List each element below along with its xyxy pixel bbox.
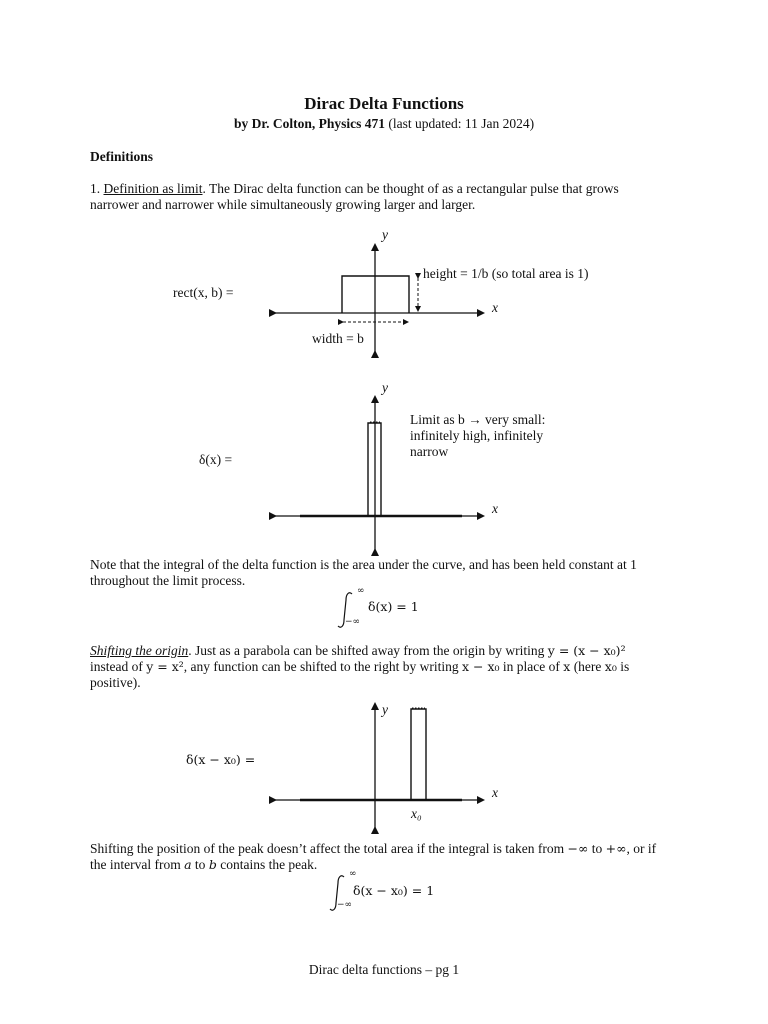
shift-math-e: x₀: [604, 659, 617, 674]
rect-x-label: x: [492, 300, 498, 315]
shift-text-a: . Just as a parabola can be shifted away from the origin by writing: [188, 643, 548, 658]
rect-label: rect(x, b) =: [173, 285, 234, 300]
document-title: Dirac Delta Functions: [304, 94, 464, 113]
delta-x-label: x: [492, 501, 498, 516]
author: by Dr. Colton, Physics 471: [233, 116, 385, 131]
rect-y-label: y: [382, 227, 388, 242]
eq1-upper-limit: ∞: [357, 586, 365, 596]
shift-heading: Shifting the origin: [90, 643, 189, 658]
integral-note: Note that the integral of the delta function is the area under the curve, and has been held constant at 1 throughout the limit process.: [90, 557, 637, 588]
shift-note-math-c: a: [184, 857, 192, 872]
eq2-lower-limit: −∞: [337, 900, 353, 910]
shift-x-label: x: [492, 785, 498, 800]
shift-note-text-c: , or if the interval from: [90, 841, 657, 872]
delta-spike: [368, 423, 381, 516]
def-heading: Definition as limit: [103, 181, 203, 196]
height-label: height = 1/b (so total area is 1): [423, 266, 589, 281]
limit-note-line-1: Limit as b → very small:: [410, 412, 546, 427]
shift-note-text-e: contains the peak.: [216, 857, 318, 872]
shift-paragraph: [90, 643, 660, 691]
byline: [0, 116, 768, 132]
shift-text-d: in place of: [499, 659, 564, 674]
def-number: 1.: [90, 181, 101, 196]
shift-note-math-d: b: [208, 857, 217, 872]
shift-y-label: y: [382, 702, 388, 717]
shift-spike: [411, 709, 426, 800]
shift-label: δ(x − x₀) =: [186, 752, 256, 767]
eq1-body: δ(x) = 1: [368, 599, 419, 614]
def-text: . The Dirac delta function can be thought of as a rectangular pulse that grows narrower and narrower while simultaneously growing larger and larger.: [90, 181, 619, 212]
limit-note-line-3: narrow: [410, 444, 449, 459]
shift-text-b: instead of: [90, 659, 147, 674]
shift-note-math-a: −∞: [567, 841, 589, 856]
limit-note: [410, 412, 545, 460]
shift-text-c: , any function can be shifted to the right by writing: [183, 659, 462, 674]
delta-y-label: y: [382, 380, 388, 395]
shift-math-b: y = x²: [146, 659, 184, 674]
last-updated: (last updated: 11 Jan 2024): [388, 116, 535, 131]
shift-note-math-b: +∞: [605, 841, 627, 856]
shift-note-text-d: to: [191, 857, 209, 872]
eq2-body: δ(x − x₀) = 1: [353, 883, 435, 898]
eq2-upper-limit: ∞: [349, 869, 357, 879]
eq1-lower-limit: −∞: [345, 617, 361, 627]
shift-note-text-b: to: [588, 841, 606, 856]
shift-text-e: (here: [570, 659, 605, 674]
rect-pulse: [342, 276, 409, 313]
x0-label: x₀: [411, 806, 422, 821]
shift-note: [90, 841, 660, 873]
width-label: width = b: [312, 331, 364, 346]
definition-paragraph: [90, 181, 660, 213]
page-footer: Dirac delta functions – pg 1: [308, 962, 460, 977]
limit-note-line-2: infinitely high, infinitely: [410, 428, 544, 443]
shift-text-f: is positive).: [90, 659, 630, 690]
shift-note-text-a: Shifting the position of the peak doesn’t affect the total area if the integral is taken from: [90, 841, 568, 856]
delta-label: δ(x) =: [199, 452, 233, 467]
section-heading: Definitions: [90, 149, 154, 164]
shift-math-a: y = (x − x₀)²: [547, 643, 626, 658]
shift-math-c: x − x₀: [461, 659, 500, 674]
shift-math-d: x: [563, 659, 571, 674]
